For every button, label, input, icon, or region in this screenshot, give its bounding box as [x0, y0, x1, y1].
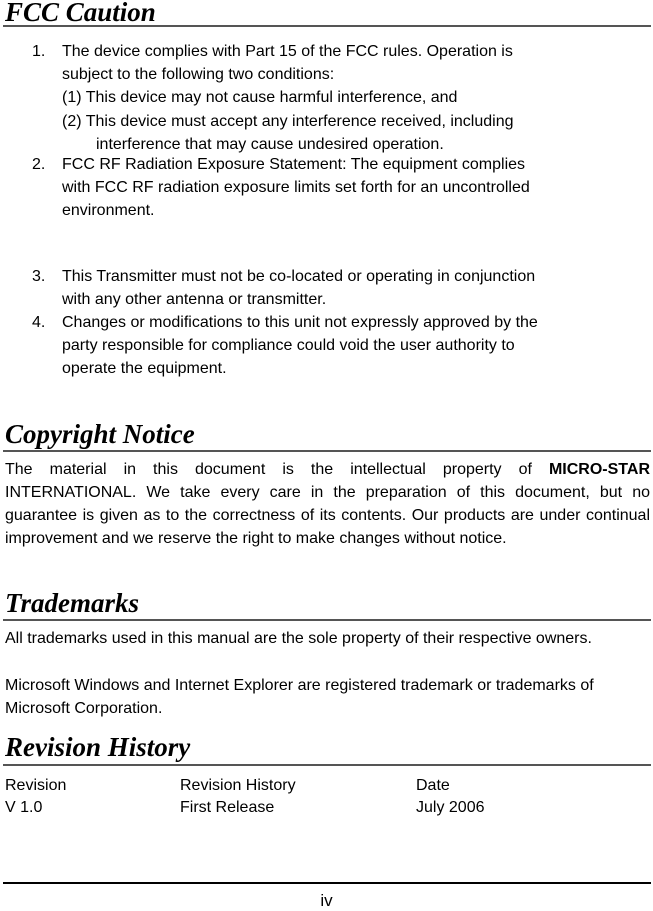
company-name: MICRO-STAR — [548, 461, 650, 478]
copyright-paragraph: The material in this document is the intellectual property of MICRO-STAR INTERNATIONAL. We take every care in the preparation of this document, but no guarantee is given as to the correctness of its contents. Our products are under continual improvement and we reserve the right to make changes without notice. — [5, 461, 650, 547]
footer-rule — [3, 882, 651, 884]
list-number: 3. — [32, 268, 46, 285]
trademarks-paragraph-1: All trademarks used in this manual are the sole property of their respective owners. — [5, 630, 592, 647]
trademarks-heading: Trademarks — [5, 588, 139, 618]
revision-col-header: Revision — [5, 777, 67, 794]
list-line: interference that may cause undesired operation. — [96, 135, 444, 153]
list-line: environment. — [62, 202, 155, 220]
revision-col-header: Date — [416, 777, 450, 794]
fcc-list-item-1 — [0, 40, 653, 160]
fcc-list-item-2 — [0, 153, 653, 225]
list-line: operate the equipment. — [62, 360, 227, 378]
fcc-list-item-4 — [0, 311, 653, 383]
revision-heading-rule — [3, 764, 651, 766]
list-number: 2. — [32, 156, 46, 173]
list-line: with any other antenna or transmitter. — [62, 291, 327, 309]
revision-cell: July 2006 — [416, 799, 485, 816]
list-line: with FCC RF radiation exposure limits set forth for an uncontrolled — [62, 179, 530, 197]
revision-cell: First Release — [180, 799, 275, 816]
trademarks-paragraph-2: Microsoft Windows and Internet Explorer are registered trademark or trademarks of Microsoft Corporation. — [5, 677, 594, 717]
list-line: party responsible for compliance could void the user authority to — [62, 337, 515, 355]
list-line: Changes or modifications to this unit not expressly approved by the — [62, 314, 538, 331]
list-line: subject to the following two conditions: — [62, 66, 335, 84]
fcc-heading-rule — [3, 25, 651, 27]
fcc-list-item-3 — [0, 265, 653, 313]
list-line: FCC RF Radiation Exposure Statement: The equipment complies — [62, 156, 526, 173]
copyright-heading-rule — [3, 450, 651, 452]
list-number: 1. — [32, 43, 46, 60]
revision-history-heading: Revision History — [5, 732, 191, 762]
revision-col-header: Revision History — [180, 777, 296, 794]
list-line: The device complies with Part 15 of the FCC rules. Operation is — [62, 43, 513, 60]
fcc-caution-heading: FCC Caution — [5, 0, 156, 27]
trademarks-heading-rule — [3, 619, 651, 621]
list-line: (1) This device may not cause harmful interference, and — [62, 89, 458, 107]
copyright-notice-heading: Copyright Notice — [5, 419, 195, 449]
revision-cell: V 1.0 — [5, 799, 43, 816]
page-number: iv — [320, 891, 333, 910]
list-number: 4. — [32, 314, 46, 331]
list-line: (2) This device must accept any interference received, including — [62, 112, 514, 130]
list-line: This Transmitter must not be co-located or operating in conjunction — [62, 268, 536, 285]
